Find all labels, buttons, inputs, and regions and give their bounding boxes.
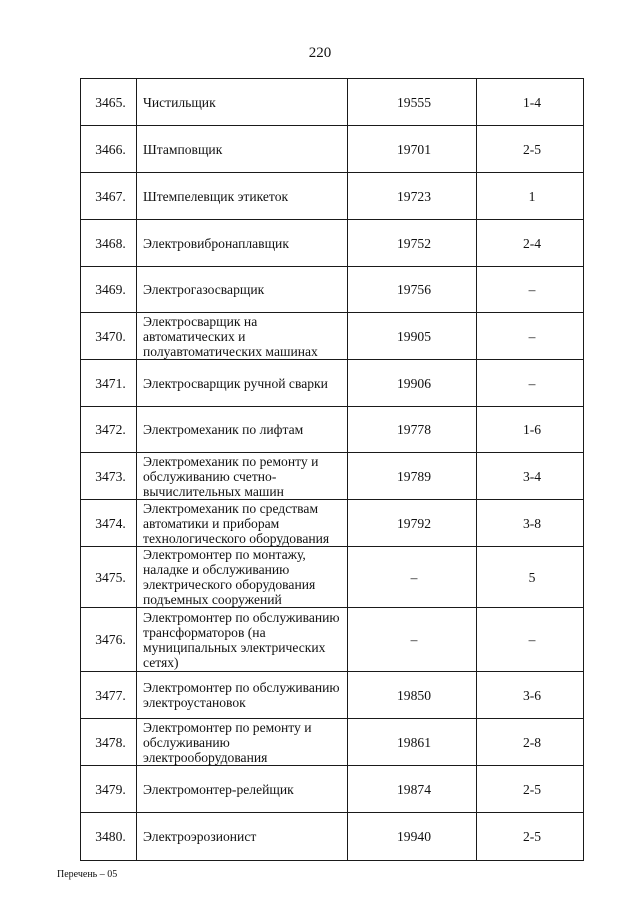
row-number: 3474. bbox=[81, 500, 137, 547]
page-number: 220 bbox=[308, 45, 332, 61]
grade-range: – bbox=[477, 313, 584, 360]
profession-table bbox=[80, 78, 584, 861]
table-row bbox=[81, 173, 584, 220]
profession-code: 19874 bbox=[348, 766, 477, 813]
grade-range: – bbox=[477, 360, 584, 407]
row-number: 3470. bbox=[81, 313, 137, 360]
grade-range: 1-6 bbox=[477, 407, 584, 453]
row-number: 3479. bbox=[81, 766, 137, 813]
grade-range: 2-8 bbox=[477, 719, 584, 766]
table-row bbox=[81, 453, 584, 500]
profession-code: 19701 bbox=[348, 126, 477, 173]
table-row bbox=[81, 672, 584, 719]
table-row bbox=[81, 766, 584, 813]
row-number: 3469. bbox=[81, 267, 137, 313]
profession-name: Штамповщик bbox=[137, 126, 348, 173]
profession-name: Электромонтер по монтажу, наладке и обслуживанию электрического оборудования подъемных сооружений bbox=[137, 547, 348, 608]
document-footer: Перечень – 05 bbox=[57, 869, 118, 880]
row-number: 3466. bbox=[81, 126, 137, 173]
profession-name: Электромонтер по обслуживанию трансформаторов (на муниципальных электрических сетях) bbox=[137, 608, 348, 672]
table-row bbox=[81, 79, 584, 126]
profession-name: Электроэрозионист bbox=[137, 813, 348, 861]
row-number: 3465. bbox=[81, 79, 137, 126]
profession-code: 19756 bbox=[348, 267, 477, 313]
profession-name: Электросварщик на автоматических и полуавтоматических машинах bbox=[137, 313, 348, 360]
grade-range: 3-6 bbox=[477, 672, 584, 719]
profession-name: Электровибронаплавщик bbox=[137, 220, 348, 267]
profession-code: 19792 bbox=[348, 500, 477, 547]
grade-range: 2-5 bbox=[477, 813, 584, 861]
profession-code: – bbox=[348, 547, 477, 608]
profession-code: 19789 bbox=[348, 453, 477, 500]
table-row bbox=[81, 360, 584, 407]
profession-name: Штемпелевщик этикеток bbox=[137, 173, 348, 220]
row-number: 3468. bbox=[81, 220, 137, 267]
row-number: 3480. bbox=[81, 813, 137, 861]
row-number: 3477. bbox=[81, 672, 137, 719]
table-row bbox=[81, 313, 584, 360]
table-row bbox=[81, 267, 584, 313]
profession-code: 19752 bbox=[348, 220, 477, 267]
table-row bbox=[81, 500, 584, 547]
profession-code: 19861 bbox=[348, 719, 477, 766]
grade-range: 1-4 bbox=[477, 79, 584, 126]
grade-range: – bbox=[477, 267, 584, 313]
profession-code: 19905 bbox=[348, 313, 477, 360]
table-row bbox=[81, 220, 584, 267]
table-row bbox=[81, 126, 584, 173]
row-number: 3475. bbox=[81, 547, 137, 608]
grade-range: 1 bbox=[477, 173, 584, 220]
profession-code: 19723 bbox=[348, 173, 477, 220]
grade-range: 2-5 bbox=[477, 766, 584, 813]
profession-code: 19940 bbox=[348, 813, 477, 861]
profession-name: Чистильщик bbox=[137, 79, 348, 126]
grade-range: 2-4 bbox=[477, 220, 584, 267]
grade-range: 5 bbox=[477, 547, 584, 608]
table-row bbox=[81, 813, 584, 861]
profession-name: Электромонтер-релейщик bbox=[137, 766, 348, 813]
row-number: 3467. bbox=[81, 173, 137, 220]
profession-name: Электросварщик ручной сварки bbox=[137, 360, 348, 407]
profession-code: – bbox=[348, 608, 477, 672]
row-number: 3471. bbox=[81, 360, 137, 407]
grade-range: – bbox=[477, 608, 584, 672]
grade-range: 2-5 bbox=[477, 126, 584, 173]
row-number: 3478. bbox=[81, 719, 137, 766]
row-number: 3472. bbox=[81, 407, 137, 453]
table-row bbox=[81, 407, 584, 453]
table-row bbox=[81, 719, 584, 766]
profession-name: Электромонтер по обслуживанию электроустановок bbox=[137, 672, 348, 719]
profession-name: Электромеханик по лифтам bbox=[137, 407, 348, 453]
grade-range: 3-4 bbox=[477, 453, 584, 500]
profession-table-body bbox=[81, 79, 584, 861]
profession-name: Электрогазосварщик bbox=[137, 267, 348, 313]
table-row bbox=[81, 608, 584, 672]
profession-name: Электромеханик по средствам автоматики и приборам технологического оборудования bbox=[137, 500, 348, 547]
profession-code: 19778 bbox=[348, 407, 477, 453]
profession-code: 19555 bbox=[348, 79, 477, 126]
row-number: 3476. bbox=[81, 608, 137, 672]
profession-name: Электромеханик по ремонту и обслуживанию счетно-вычислительных машин bbox=[137, 453, 348, 500]
profession-name: Электромонтер по ремонту и обслуживанию электрооборудования bbox=[137, 719, 348, 766]
table-row bbox=[81, 547, 584, 608]
grade-range: 3-8 bbox=[477, 500, 584, 547]
profession-code: 19850 bbox=[348, 672, 477, 719]
profession-code: 19906 bbox=[348, 360, 477, 407]
row-number: 3473. bbox=[81, 453, 137, 500]
